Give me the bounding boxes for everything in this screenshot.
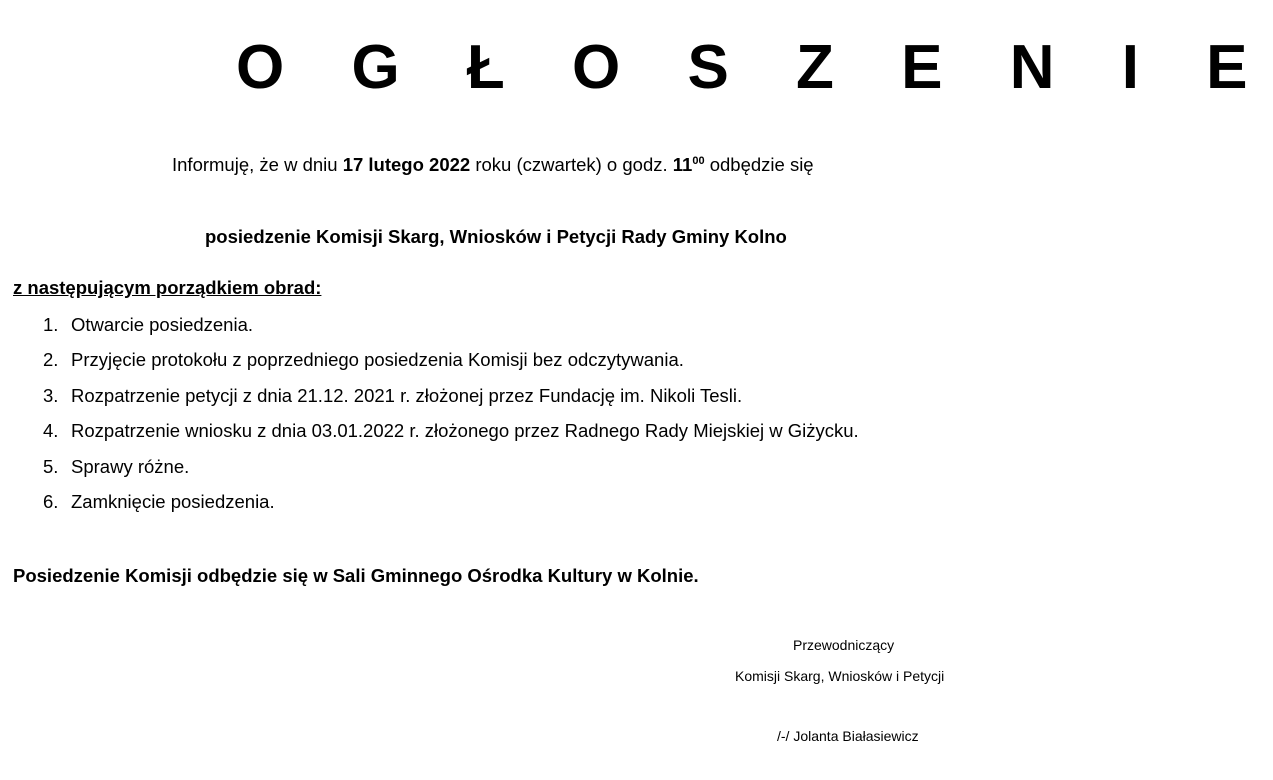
agenda-item xyxy=(43,384,859,419)
agenda-item-text: Rozpatrzenie wniosku z dnia 03.01.2022 r. złożonego przez Radnego Rady Miejskiej w Giżycku. xyxy=(71,420,859,442)
info-text-end: odbędzie się xyxy=(704,154,814,175)
agenda-item xyxy=(43,419,859,454)
agenda-item-text: Sprawy różne. xyxy=(71,455,190,477)
agenda-item-text: Zamknięcie posiedzenia. xyxy=(71,490,275,512)
agenda-heading: z następującym porządkiem obrad: xyxy=(13,277,322,298)
meeting-info xyxy=(172,153,814,177)
agenda-item xyxy=(43,348,859,383)
signature-committee: Komisji Skarg, Wniosków i Petycji xyxy=(735,668,945,684)
agenda-item-number: 4. xyxy=(43,420,59,442)
agenda-item-text: Przyjęcie protokołu z poprzedniego posiedzenia Komisji bez odczytywania. xyxy=(71,349,684,371)
meeting-hour: 11 xyxy=(672,154,693,175)
agenda-item-text: Rozpatrzenie petycji z dnia 21.12. 2021 r. złożonej przez Fundację im. Nikoli Tesli. xyxy=(71,384,743,406)
agenda-item-number: 2. xyxy=(43,349,59,371)
info-text-start: Informuję, że w dniu xyxy=(172,154,343,175)
agenda-list xyxy=(43,313,859,525)
agenda-item-number: 6. xyxy=(43,490,59,512)
agenda-item-number: 3. xyxy=(43,384,59,406)
signature-role: Przewodniczący xyxy=(793,637,895,653)
agenda-item xyxy=(43,490,859,525)
agenda-item xyxy=(43,455,859,490)
agenda-item-text: Otwarcie posiedzenia. xyxy=(71,314,254,335)
meeting-location: Posiedzenie Komisji odbędzie się w Sali Gminnego Ośrodka Kultury w Kolnie. xyxy=(13,565,699,586)
agenda-item xyxy=(43,313,859,348)
meeting-minutes: 00 xyxy=(692,155,705,167)
page-title: O G Ł O S Z E N I E xyxy=(236,33,1273,102)
agenda-item-number: 5. xyxy=(43,455,59,477)
info-text-middle: roku (czwartek) o godz. xyxy=(470,154,673,175)
signature-name: /-/ Jolanta Białasiewicz xyxy=(777,728,919,744)
meeting-date: 17 lutego 2022 xyxy=(342,154,471,175)
agenda-item-number: 1. xyxy=(43,314,59,335)
meeting-subject: posiedzenie Komisji Skarg, Wniosków i Petycji Rady Gminy Kolno xyxy=(205,226,787,247)
